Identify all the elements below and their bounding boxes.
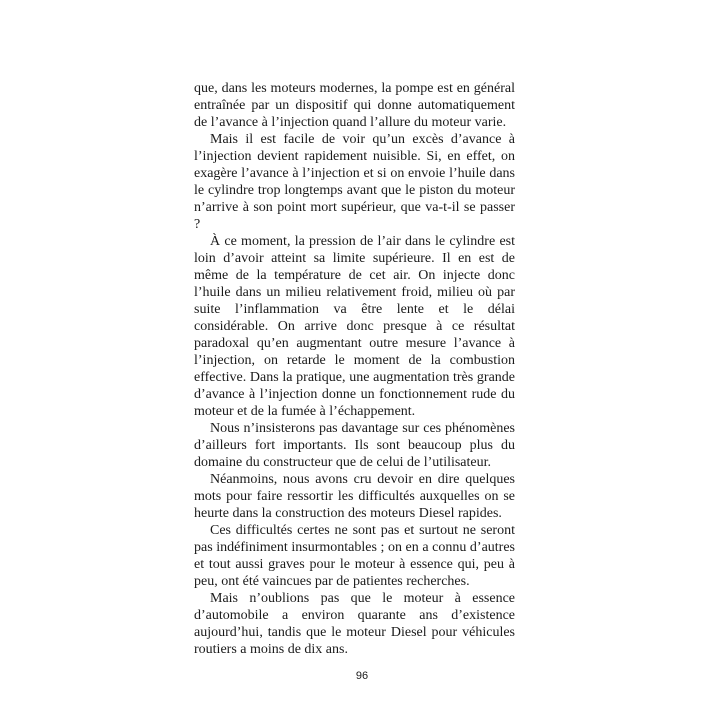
paragraph: À ce moment, la pression de l’air dans le cylindre est loin d’avoir atteint sa limite supérieure. Il en est de même de la température de cet air. On injecte donc l’huile dans un milieu relativement froid, milieu où par suite l’inflammation va être lente et le délai considérable. On arrive donc presque à ce résultat paradoxal qu’en augmentant outre mesure l’avance à l’injection, on retarde le moment de la combustion effective. Dans la pratique, une augmentation très grande d’avance à l’injection donne un fonctionnement rude du moteur et de la fumée à l’échappement.	[194, 234, 515, 419]
paragraph: que, dans les moteurs modernes, la pompe est en général entraînée par un dispositif qui donne automatiquement de l’avance à l’injection quand l’allure du moteur varie.	[194, 81, 515, 130]
paragraph: Néanmoins, nous avons cru devoir en dire quelques mots pour faire ressortir les difficultés auxquelles on se heurte dans la construction des moteurs Diesel rapides.	[194, 472, 515, 521]
paragraph: Ces difficultés certes ne sont pas et surtout ne seront pas indéfiniment insurmontables ; on en a connu d’autres et tout aussi graves pour le moteur à essence qui, peu à peu, ont été vaincues par de patientes recherches.	[194, 523, 515, 589]
body-text	[194, 80, 515, 658]
page-number: 96	[355, 670, 369, 682]
paragraph: Mais il est facile de voir qu’un excès d’avance à l’injection devient rapidement nuisible. Si, en effet, on exagère l’avance à l’injection et si on envoie l’huile dans le cylindre trop longtemps avant que le piston du moteur n’arrive à son point mort supérieur, que va-t-il se passer ?	[194, 132, 515, 232]
paragraph: Nous n’insisterons pas davantage sur ces phénomènes d’ailleurs fort importants. Ils sont beaucoup plus du domaine du constructeur que de celui de l’utilisateur.	[194, 421, 515, 470]
paragraph: Mais n’oublions pas que le moteur à essence d’automobile a environ quarante ans d’existence aujourd’hui, tandis que le moteur Diesel pour véhicules routiers a moins de dix ans.	[194, 591, 515, 657]
